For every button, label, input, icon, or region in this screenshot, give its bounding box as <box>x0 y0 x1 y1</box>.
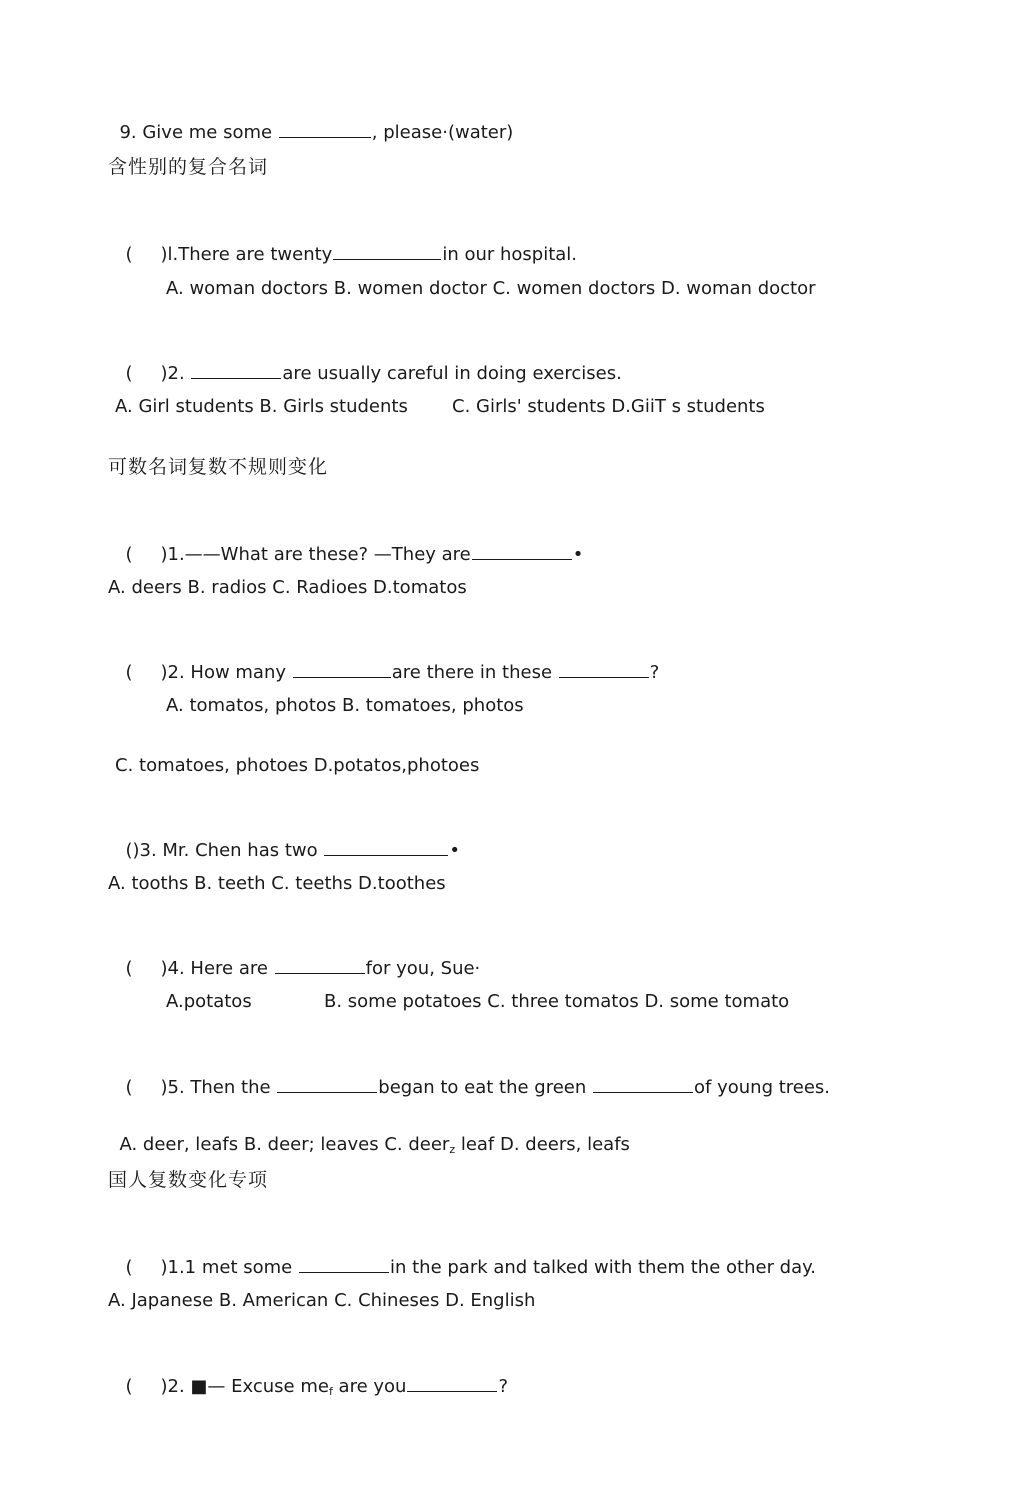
question-text: in the park and talked with them the other day. <box>389 1257 816 1278</box>
question-text: )5. Then the <box>160 1077 277 1098</box>
question-text: , please·(water) <box>371 122 514 143</box>
question-text: 9. Give me some <box>119 122 278 143</box>
answer-paren: ( <box>125 1257 133 1278</box>
options-line: A. deers B. radios C. Radioes D.tomatos <box>108 577 467 598</box>
answer-blank[interactable] <box>191 360 281 379</box>
options-line: C. tomatoes, photoes D.potatos,photoes <box>115 755 480 776</box>
answer-blank[interactable] <box>293 659 391 678</box>
question-item <box>114 1230 816 1280</box>
question-text: • <box>572 544 584 565</box>
question-text: )2. <box>160 363 191 384</box>
options-line: A. woman doctors B. women doctor C. women doctors D. woman doctor <box>166 278 816 299</box>
section-heading: 可数名词复数不规则变化 <box>108 456 329 478</box>
answer-paren: ( <box>125 244 133 265</box>
question-text: in our hospital. <box>442 244 578 265</box>
question-text: are usually careful in doing exercises. <box>282 363 622 384</box>
question-item <box>114 336 622 386</box>
answer-blank[interactable] <box>299 1254 389 1273</box>
options-line: B. some potatoes C. three tomatos D. some tomato <box>324 991 790 1012</box>
answer-blank[interactable] <box>279 119 371 138</box>
answer-paren: ( <box>125 544 133 565</box>
options-line: A. tooths B. teeth C. teeths D.toothes <box>108 873 446 894</box>
question-text: for you, Sue· <box>365 958 481 979</box>
options-subscript: z <box>449 1143 456 1156</box>
question-item <box>114 517 583 567</box>
question-text: )1.——What are these? —They are <box>160 544 471 565</box>
answer-paren: ( <box>125 363 133 384</box>
question-item <box>114 635 659 685</box>
question-text: are you <box>332 1376 407 1397</box>
options-line: A. Girl students B. Girls students <box>115 396 408 417</box>
options-line: A. Japanese B. American C. Chineses D. English <box>108 1290 536 1311</box>
answer-paren: ( <box>125 958 133 979</box>
question-item <box>114 1349 508 1404</box>
answer-blank[interactable] <box>333 241 441 260</box>
question-item <box>114 1050 830 1100</box>
question-text: ()3. Mr. Chen has two <box>125 840 324 861</box>
section-heading: 含性别的复合名词 <box>108 156 269 178</box>
question-text: ? <box>498 1376 509 1397</box>
options-text: leaf D. deers, leafs <box>455 1134 630 1155</box>
question-item <box>114 217 577 267</box>
answer-paren: ( <box>125 1376 133 1397</box>
answer-blank[interactable] <box>593 1074 693 1093</box>
options-line: A. tomatos, photos B. tomatoes, photos <box>166 695 524 716</box>
question-subscript: f <box>328 1385 333 1398</box>
answer-blank[interactable] <box>559 659 649 678</box>
question-text: • <box>449 840 460 861</box>
answer-paren: ( <box>125 1077 133 1098</box>
options-text: A. deer, leafs B. deer; leaves C. deer <box>119 1134 450 1155</box>
question-text: )2. ■— Excuse me <box>160 1376 329 1397</box>
question-text: ? <box>649 662 660 683</box>
question-text: )4. Here are <box>160 958 274 979</box>
answer-blank[interactable] <box>275 955 365 974</box>
question-text: of young trees. <box>694 1077 831 1098</box>
answer-blank[interactable] <box>472 541 572 560</box>
question-text: )l.There are twenty <box>160 244 333 265</box>
answer-blank[interactable] <box>277 1074 377 1093</box>
question-text: )1.1 met some <box>160 1257 298 1278</box>
question-item <box>114 931 480 981</box>
question-text: are there in these <box>391 662 558 683</box>
options-line: C. Girls' students D.GiiT s students <box>452 396 765 417</box>
question-item <box>114 813 460 863</box>
answer-blank[interactable] <box>324 837 448 856</box>
question-text: began to eat the green <box>378 1077 593 1098</box>
section-heading: 国人复数变化专项 <box>108 1169 269 1191</box>
options-line: A.potatos <box>166 991 252 1012</box>
answer-blank[interactable] <box>407 1373 497 1392</box>
question-9 <box>108 95 513 145</box>
question-text: )2. How many <box>160 662 292 683</box>
options-line <box>108 1109 630 1162</box>
answer-paren: ( <box>125 662 133 683</box>
